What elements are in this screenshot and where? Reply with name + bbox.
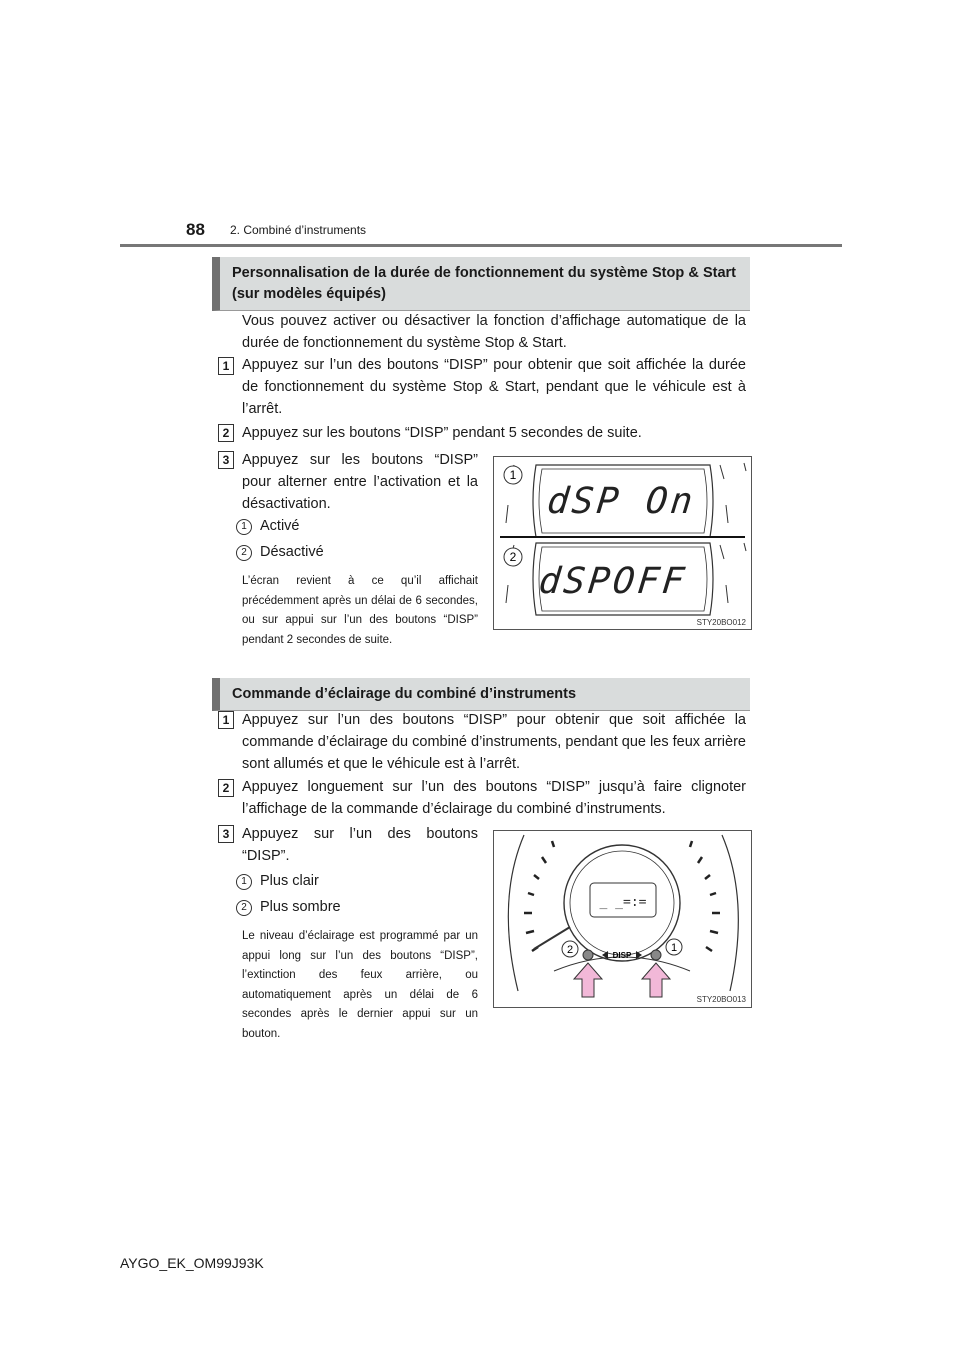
- step-number: 3: [218, 825, 234, 843]
- step-text: Appuyez sur l’un des boutons “DISP” pour obtenir que soit affichée la commande d’éclairage du combiné d’instruments, pendant que les feux arrière sont allumés et que le véhicule est à l’arrêt.: [242, 712, 746, 772]
- option-label-inactive: Désactivé: [260, 544, 324, 560]
- option-circle-number: 2: [236, 545, 252, 561]
- step-number: 1: [218, 357, 234, 375]
- section-heading-lighting: Commande d’éclairage du combiné d’instruments: [212, 678, 750, 711]
- section2-note: Le niveau d’éclairage est programmé par un appui long sur l’un des boutons “DISP”, l’extinction des feux arrière, ou automatiquement après un délai de 6 secondes après le dernier appui sur un bouton.: [242, 930, 478, 1040]
- step-text: Appuyez sur l’un des boutons “DISP”.: [242, 826, 478, 864]
- display-on-text: dSP On: [545, 480, 698, 522]
- disp-button-label: DISP: [612, 951, 632, 960]
- figure-code: STY20BO012: [696, 618, 746, 627]
- meter-illustration: [494, 831, 751, 1007]
- callout-1: 1: [509, 468, 517, 482]
- display-illustration: [494, 457, 751, 629]
- step-text: Appuyez sur l’un des boutons “DISP” pour obtenir que soit affichée la durée de fonctionnement du système Stop & Start, pendant que le véhicule est à l’arrêt.: [242, 357, 746, 417]
- display-off-text: dSPOFF: [536, 560, 690, 602]
- option-label-brighter: Plus clair: [260, 873, 319, 889]
- figure-disp-on-off: [493, 456, 752, 630]
- step-number: 2: [218, 779, 234, 797]
- step-text: Appuyez sur les boutons “DISP” pour alterner entre l’activation et la désactivation.: [242, 452, 478, 512]
- step-number: 1: [218, 711, 234, 729]
- svg-text:_ _=:=: _ _=:=: [599, 895, 647, 910]
- option-circle-number: 1: [236, 874, 252, 890]
- step-number: 3: [218, 451, 234, 469]
- section-heading-stop-start: Personnalisation de la durée de fonctionnement du système Stop & Start (sur modèles équipés): [212, 257, 750, 311]
- page-number: 88: [186, 220, 205, 239]
- step-number: 2: [218, 424, 234, 442]
- chapter-title: 2. Combiné d’instruments: [230, 223, 367, 237]
- step-text: Appuyez longuement sur l’un des boutons “DISP” jusqu’à faire clignoter l’affichage de la commande d’éclairage du combiné d’instruments.: [242, 779, 746, 817]
- section1-intro: Vous pouvez activer ou désactiver la fonction d’affichage automatique de la durée de fonctionnement du système Stop & Start.: [242, 313, 746, 351]
- option-circle-number: 1: [236, 519, 252, 535]
- callout-1: 1: [670, 942, 678, 954]
- callout-2: 2: [566, 944, 574, 956]
- section1-note: L’écran revient à ce qu’il affichait précédemment après un délai de 6 secondes, ou sur appui sur l’un des boutons “DISP” pendant 2 secondes de suite.: [242, 575, 478, 646]
- option-label-darker: Plus sombre: [260, 899, 341, 915]
- header-rule: [120, 244, 842, 247]
- callout-2: 2: [509, 550, 517, 564]
- figure-dimmer-buttons: [493, 830, 752, 1008]
- option-circle-number: 2: [236, 900, 252, 916]
- option-label-active: Activé: [260, 518, 300, 534]
- step-text: Appuyez sur les boutons “DISP” pendant 5 secondes de suite.: [242, 425, 642, 441]
- figure-code: STY20BO013: [696, 995, 746, 1004]
- document-code: AYGO_EK_OM99J93K: [120, 1255, 264, 1271]
